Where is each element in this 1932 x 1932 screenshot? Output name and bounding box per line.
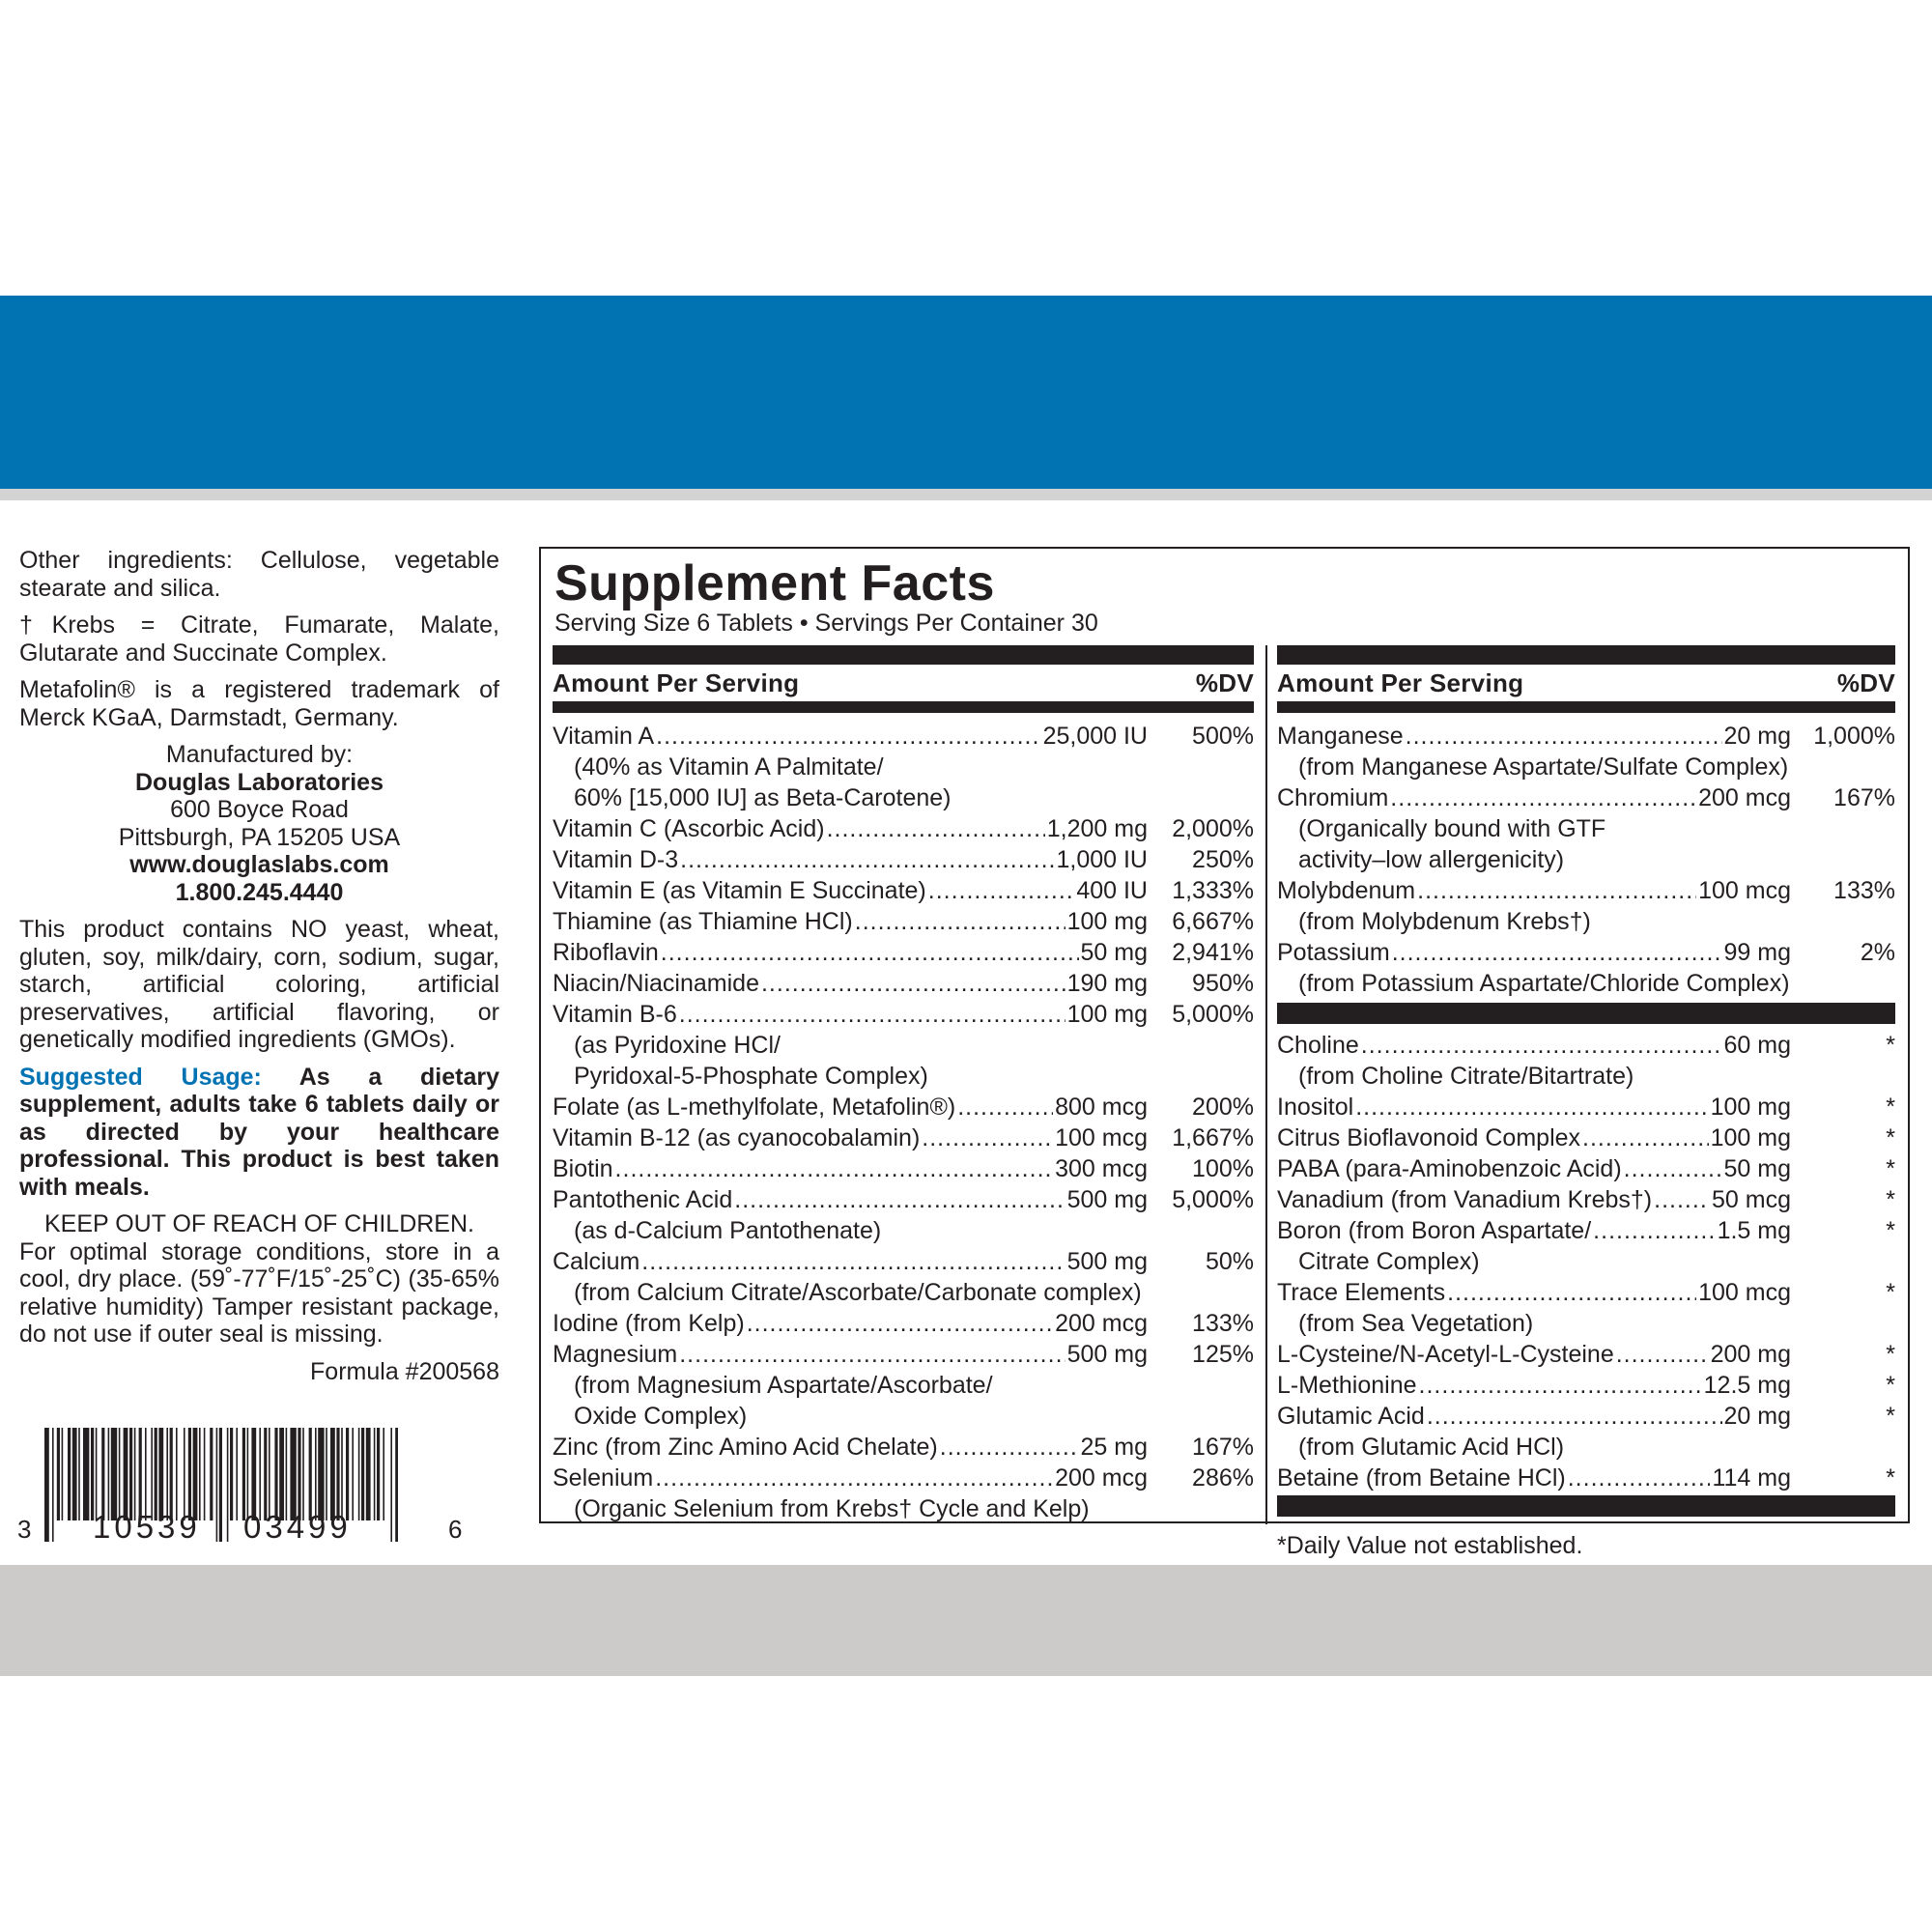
barcode-bar <box>155 1428 157 1520</box>
barcode-bar <box>176 1428 178 1520</box>
barcode-bar <box>91 1428 94 1520</box>
light-divider-band <box>0 489 1932 500</box>
leader-dots <box>1355 1092 1708 1122</box>
barcode-bar <box>336 1428 339 1520</box>
leader-dots <box>747 1308 1053 1339</box>
nutrient-amount: 100 mg <box>1066 908 1148 935</box>
leader-dots <box>1616 1339 1709 1370</box>
krebs-note: †Krebs = Citrate, Fumarate, Malate, Glutarate and Succinate Complex. <box>19 611 499 667</box>
nutrient-name: Niacin/Niacinamide <box>553 970 759 997</box>
leader-dots <box>1624 1153 1722 1184</box>
header-bar-bottom <box>1277 701 1895 713</box>
barcode-bar <box>374 1428 376 1520</box>
nutrient-source: (from Glutamic Acid HCl) <box>1298 1434 1565 1461</box>
grey-footer-band <box>0 1565 1932 1676</box>
usage-label: Suggested Usage: <box>19 1063 262 1091</box>
nutrient-dv: 1,333% <box>1172 877 1254 904</box>
nutrient-row <box>553 1246 1254 1277</box>
header-bar-top <box>1277 645 1895 665</box>
leader-dots <box>1361 1030 1722 1061</box>
nutrient-row <box>1277 782 1895 813</box>
leader-dots <box>1417 875 1696 906</box>
section-separator-bottom <box>1277 1495 1895 1517</box>
leader-dots <box>1654 1184 1710 1215</box>
barcode-right-digits: 03499 <box>243 1509 352 1545</box>
nutrient-dv: 1,667% <box>1172 1124 1254 1151</box>
manufacturer-name: Douglas Laboratories <box>135 768 384 796</box>
nutrient-amount: 1,200 mg <box>1046 815 1148 842</box>
nutrient-row <box>1277 1184 1895 1215</box>
nutrient-name: Potassium <box>1277 939 1390 966</box>
nutrient-dv: 5,000% <box>1172 1001 1254 1028</box>
header-amount: Amount Per Serving <box>553 668 800 697</box>
nutrient-name: PABA (para-Aminobenzoic Acid) <box>1277 1155 1622 1182</box>
nutrient-name: Vitamin B-6 <box>553 1001 677 1028</box>
nutrient-amount: 50 mg <box>1080 939 1148 966</box>
nutrient-dv: * <box>1886 1372 1895 1399</box>
nutrient-source: 60% [15,000 IU] as Beta-Carotene) <box>574 784 952 811</box>
nutrient-source: (Organic Selenium from Krebs† Cycle and Kelp) <box>574 1495 1090 1522</box>
nutrient-dv: 167% <box>1192 1434 1254 1461</box>
nutrient-dv: 500% <box>1192 723 1254 750</box>
nutrient-row <box>553 875 1254 906</box>
barcode-bar <box>264 1428 267 1520</box>
nutrient-name: Manganese <box>1277 723 1404 750</box>
nutrient-source: (from Potassium Aspartate/Chloride Complex) <box>1298 970 1790 997</box>
other-ingredients: Other ingredients: Cellulose, vegetable stearate and silica. <box>19 547 499 602</box>
nutrient-name: Vitamin B-12 (as cyanocobalamin) <box>553 1124 921 1151</box>
nutrient-source: (from Magnesium Aspartate/Ascorbate/ <box>574 1372 993 1399</box>
nutrient-name: Choline <box>1277 1032 1359 1059</box>
barcode-bar <box>330 1428 335 1520</box>
leader-dots <box>661 937 1079 968</box>
barcode-bar <box>68 1428 71 1520</box>
nutrient-name: Thiamine (as Thiamine HCl) <box>553 908 853 935</box>
nutrient-dv: * <box>1886 1186 1895 1213</box>
leader-dots <box>679 999 1065 1030</box>
barcode-bar <box>52 1428 54 1542</box>
nutrient-name: Chromium <box>1277 784 1389 811</box>
allergen-statement: This product contains NO yeast, wheat, gluten, soy, milk/dairy, corn, sodium, sugar, starch, artificial coloring, artificial preservatives, artificial flavoring, or genetically modified ingredients (GMOs). <box>19 916 499 1053</box>
barcode-bar <box>170 1428 173 1520</box>
leader-dots <box>615 1153 1054 1184</box>
nutrient-row <box>553 844 1254 875</box>
nutrient-amount: 400 IU <box>1076 877 1148 904</box>
leader-dots <box>761 968 1065 999</box>
nutrient-row <box>1277 1370 1895 1401</box>
nutrient-row <box>553 813 1254 844</box>
nutrient-row <box>553 937 1254 968</box>
barcode-bar <box>279 1428 284 1520</box>
nutrient-list-left <box>553 713 1254 1524</box>
nutrient-dv: * <box>1886 1094 1895 1121</box>
barcode-bar <box>390 1428 392 1542</box>
nutrient-amount: 800 mcg <box>1055 1094 1148 1121</box>
barcode-bar <box>251 1428 256 1520</box>
nutrient-row <box>553 906 1254 937</box>
leader-dots <box>1447 1277 1696 1308</box>
barcode-bar <box>204 1428 206 1520</box>
barcode-bar <box>341 1428 343 1520</box>
nutrient-source: activity–low allergenicity) <box>1298 846 1565 873</box>
nutrient-row <box>553 721 1254 752</box>
nutrient-row <box>553 1153 1254 1184</box>
nutrient-row <box>553 1432 1254 1463</box>
nutrient-dv: * <box>1886 1341 1895 1368</box>
nutrient-dv: 5,000% <box>1172 1186 1254 1213</box>
nutrient-dv: 2% <box>1860 939 1895 966</box>
nutrient-amount: 200 mcg <box>1055 1310 1148 1337</box>
serving-info: Serving Size 6 Tablets • Servings Per Container 30 <box>554 610 1098 637</box>
nutrient-amount: 25 mg <box>1080 1434 1148 1461</box>
barcode-bar <box>96 1428 98 1520</box>
barcode-bar <box>139 1428 142 1520</box>
nutrient-dv: * <box>1886 1124 1895 1151</box>
nutrient-source: (as d-Calcium Pantothenate) <box>574 1217 882 1244</box>
nutrient-dv: 200% <box>1192 1094 1254 1121</box>
nutrient-row <box>1277 1277 1895 1308</box>
nutrient-name: Glutamic Acid <box>1277 1403 1425 1430</box>
leader-dots <box>1390 782 1696 813</box>
nutrient-row <box>1277 1401 1895 1432</box>
nutrient-source: Pyridoxal-5-Phosphate Complex) <box>574 1063 928 1090</box>
barcode-bar <box>366 1428 371 1520</box>
nutrient-row <box>553 1339 1254 1370</box>
barcode-bar <box>383 1428 384 1520</box>
barcode-bar <box>259 1428 261 1520</box>
barcode-bar <box>145 1428 147 1520</box>
nutrient-name: Vitamin C (Ascorbic Acid) <box>553 815 825 842</box>
barcode-bar <box>199 1428 201 1520</box>
barcode-bar <box>286 1428 288 1520</box>
barcode-bar <box>72 1428 77 1520</box>
leader-dots <box>641 1246 1065 1277</box>
barcode-bar <box>184 1428 185 1520</box>
header-bar-top <box>553 645 1254 665</box>
nutrient-dv: 2,000% <box>1172 815 1254 842</box>
nutrient-dv: * <box>1886 1403 1895 1430</box>
suggested-usage <box>19 1064 499 1202</box>
barcode-bar <box>193 1428 198 1520</box>
nutrient-amount: 100 mcg <box>1698 1279 1791 1306</box>
nutrient-row <box>1277 1030 1895 1061</box>
nutrient-row <box>1277 1463 1895 1493</box>
leader-dots <box>940 1432 1079 1463</box>
leader-dots <box>827 813 1045 844</box>
nutrient-row <box>1277 875 1895 906</box>
nutrient-name: Trace Elements <box>1277 1279 1446 1306</box>
nutrient-dv: * <box>1886 1155 1895 1182</box>
nutrient-name: Magnesium <box>553 1341 678 1368</box>
nutrient-list-right-a <box>1277 713 1895 999</box>
leader-dots <box>957 1092 1053 1122</box>
leader-dots <box>1593 1215 1715 1246</box>
manufacturer-phone: 1.800.245.4440 <box>175 878 344 906</box>
nutrient-row <box>1277 937 1895 968</box>
usage-text: As a dietary supplement, adults take 6 tablets daily or as directed by your healthcare professional. This product is best taken with meals. <box>19 1063 499 1201</box>
nutrient-name: Citrus Bioflavonoid Complex <box>1277 1124 1581 1151</box>
barcode-bar <box>227 1428 229 1542</box>
table-header <box>553 665 1254 701</box>
trademark-note: Metafolin® is a registered trademark of Merck KGaA, Darmstadt, Germany. <box>19 676 499 731</box>
nutrient-amount: 20 mg <box>1723 1403 1791 1430</box>
nutrient-dv: 50% <box>1205 1248 1254 1275</box>
nutrient-name: Vitamin E (as Vitamin E Succinate) <box>553 877 926 904</box>
nutrient-amount: 50 mg <box>1723 1155 1791 1182</box>
nutrient-amount: 100 mg <box>1066 1001 1148 1028</box>
nutrient-row <box>1277 1339 1895 1370</box>
nutrient-dv: 125% <box>1192 1341 1254 1368</box>
barcode-bar <box>83 1428 89 1520</box>
barcode-bar <box>210 1428 213 1520</box>
nutrient-name: Vanadium (from Vanadium Krebs†) <box>1277 1186 1653 1213</box>
barcode-bar <box>358 1428 360 1520</box>
nutrient-source: Oxide Complex) <box>574 1403 748 1430</box>
barcode-left-digits: 10539 <box>93 1509 201 1545</box>
nutrient-row <box>553 1463 1254 1493</box>
barcode-bar <box>242 1428 245 1520</box>
panel-title: Supplement Facts <box>554 555 995 611</box>
nutrient-name: Vitamin D-3 <box>553 846 679 873</box>
nutrient-name: Selenium <box>553 1464 654 1492</box>
nutrient-name: Betaine (from Betaine HCl) <box>1277 1464 1566 1492</box>
barcode-lead-digit: 3 <box>17 1515 32 1544</box>
nutrient-dv: * <box>1886 1464 1895 1492</box>
leader-dots <box>656 721 1040 752</box>
nutrient-row <box>1277 1122 1895 1153</box>
nutrient-amount: 200 mcg <box>1698 784 1791 811</box>
nutrient-row <box>553 999 1254 1030</box>
barcode-bar <box>318 1428 324 1520</box>
barcode-bar <box>236 1428 238 1520</box>
nutrient-source: (from Choline Citrate/Bitartrate) <box>1298 1063 1634 1090</box>
nutrient-row <box>553 968 1254 999</box>
nutrient-amount: 100 mcg <box>1698 877 1791 904</box>
nutrient-row <box>553 1308 1254 1339</box>
barcode-bar <box>166 1428 168 1520</box>
nutrient-dv: 1,000% <box>1813 723 1895 750</box>
barcode-bar <box>315 1428 317 1520</box>
barcode-bar <box>352 1428 354 1520</box>
footnote: *Daily Value not established. <box>1277 1532 1583 1559</box>
barcode-bar <box>188 1428 191 1520</box>
leader-dots <box>928 875 1075 906</box>
manufacturer-street: 600 Boyce Road <box>170 796 349 823</box>
header-dv: %DV <box>1836 668 1895 697</box>
barcode-check-digit: 6 <box>448 1515 463 1544</box>
nutrient-amount: 20 mg <box>1723 723 1791 750</box>
barcode-bar <box>119 1428 121 1520</box>
nutrient-name: Pantothenic Acid <box>553 1186 733 1213</box>
nutrient-dv: 250% <box>1192 846 1254 873</box>
nutrient-amount: 100 mcg <box>1055 1124 1148 1151</box>
nutrient-dv: 950% <box>1192 970 1254 997</box>
nutrient-amount: 25,000 IU <box>1042 723 1148 750</box>
nutrient-row <box>1277 721 1895 752</box>
barcode-bar <box>129 1428 132 1520</box>
leader-dots <box>680 844 1054 875</box>
nutrient-name: Biotin <box>553 1155 613 1182</box>
nutrient-amount: 200 mcg <box>1055 1464 1148 1492</box>
nutrient-amount: 500 mg <box>1066 1186 1148 1213</box>
nutrient-amount: 500 mg <box>1066 1248 1148 1275</box>
nutrient-source: (from Calcium Citrate/Ascorbate/Carbonate complex) <box>574 1279 1142 1306</box>
header-bar-bottom <box>553 701 1254 713</box>
nutrient-name: Iodine (from Kelp) <box>553 1310 745 1337</box>
nutrient-dv: 133% <box>1192 1310 1254 1337</box>
leader-dots <box>1568 1463 1711 1493</box>
nutrient-row <box>1277 1215 1895 1246</box>
barcode-bar <box>298 1428 300 1520</box>
barcode-bar <box>57 1428 60 1520</box>
nutrient-amount: 100 mg <box>1710 1124 1791 1151</box>
nutrient-name: Molybdenum <box>1277 877 1416 904</box>
nutrient-source: (Organically bound with GTF <box>1298 815 1606 842</box>
nutrient-row <box>553 1092 1254 1122</box>
nutrient-amount: 190 mg <box>1066 970 1148 997</box>
column-divider <box>1265 645 1267 1524</box>
barcode-bar <box>78 1428 80 1520</box>
nutrient-row <box>553 1122 1254 1153</box>
nutrient-dv: * <box>1886 1217 1895 1244</box>
nutrient-source: (from Manganese Aspartate/Sulfate Complex) <box>1298 753 1789 781</box>
barcode-bar <box>326 1428 327 1520</box>
header-amount: Amount Per Serving <box>1277 668 1524 697</box>
header-dv: %DV <box>1195 668 1254 697</box>
nutrient-row <box>553 1184 1254 1215</box>
facts-right-column <box>1277 645 1895 1560</box>
nutrient-amount: 99 mg <box>1723 939 1791 966</box>
barcode-bar <box>377 1428 380 1520</box>
nutrient-list-right-b <box>1277 1030 1895 1493</box>
barcode-bar <box>124 1428 128 1520</box>
section-separator <box>1277 1003 1895 1024</box>
nutrient-dv: 2,941% <box>1172 939 1254 966</box>
nutrient-source: (40% as Vitamin A Palmitate/ <box>574 753 884 781</box>
leader-dots <box>679 1339 1065 1370</box>
barcode-bar <box>108 1428 110 1520</box>
barcode-bar <box>44 1428 49 1542</box>
barcode-bar <box>274 1428 277 1520</box>
nutrient-dv: 6,667% <box>1172 908 1254 935</box>
barcode-bar <box>62 1428 64 1520</box>
barcode-bar <box>290 1428 296 1520</box>
nutrient-source: (from Sea Vegetation) <box>1298 1310 1534 1337</box>
leader-dots <box>734 1184 1065 1215</box>
nutrient-amount: 500 mg <box>1066 1341 1148 1368</box>
nutrient-name: Zinc (from Zinc Amino Acid Chelate) <box>553 1434 938 1461</box>
blue-header-band <box>0 296 1932 489</box>
nutrient-name: L-Methionine <box>1277 1372 1417 1399</box>
formula-number: Formula #200568 <box>310 1357 499 1385</box>
facts-left-column <box>553 645 1254 1524</box>
nutrient-amount: 1,000 IU <box>1056 846 1148 873</box>
supplement-facts-panel <box>539 547 1910 1559</box>
leader-dots <box>1392 937 1722 968</box>
leader-dots <box>1406 721 1722 752</box>
barcode-bar <box>346 1428 349 1520</box>
nutrient-amount: 200 mg <box>1710 1341 1791 1368</box>
barcode-bar <box>395 1428 398 1542</box>
nutrient-name: Inositol <box>1277 1094 1354 1121</box>
barcode-bar <box>309 1428 312 1520</box>
barcode-bar <box>269 1428 270 1520</box>
nutrient-name: Boron (from Boron Aspartate/ <box>1277 1217 1592 1244</box>
keep-out-warning: KEEP OUT OF REACH OF CHILDREN. <box>44 1210 474 1237</box>
nutrient-source: (from Molybdenum Krebs†) <box>1298 908 1591 935</box>
barcode-bar <box>151 1428 153 1520</box>
nutrient-name: Vitamin A <box>553 723 655 750</box>
leader-dots <box>855 906 1065 937</box>
leader-dots <box>1582 1122 1709 1153</box>
nutrient-amount: 60 mg <box>1723 1032 1791 1059</box>
barcode-bar <box>216 1428 218 1542</box>
barcode-bar <box>247 1428 249 1520</box>
nutrient-dv: 167% <box>1833 784 1895 811</box>
leader-dots <box>922 1122 1053 1153</box>
nutrient-source: Citrate Complex) <box>1298 1248 1480 1275</box>
nutrient-dv: * <box>1886 1279 1895 1306</box>
nutrient-amount: 300 mcg <box>1055 1155 1148 1182</box>
nutrient-name: L-Cysteine/N-Acetyl-L-Cysteine <box>1277 1341 1614 1368</box>
barcode-bar <box>230 1428 233 1520</box>
nutrient-name: Folate (as L-methylfolate, Metafolin®) <box>553 1094 956 1121</box>
nutrient-name: Riboflavin <box>553 939 659 966</box>
manufacturer-city: Pittsburgh, PA 15205 USA <box>118 823 401 851</box>
table-header <box>1277 665 1895 701</box>
manufacturer-label: Manufactured by: <box>165 741 354 768</box>
leader-dots <box>1427 1401 1722 1432</box>
storage-instructions: For optimal storage conditions, store in a cool, dry place. (59˚-77˚F/15˚-25˚C) (35-65% relative humidity) Tamper resistant package, do not use if outer seal is missing. <box>19 1237 499 1348</box>
nutrient-name: Calcium <box>553 1248 640 1275</box>
nutrient-amount: 1.5 mg <box>1717 1217 1791 1244</box>
label-side-panel <box>19 547 499 1385</box>
nutrient-row <box>1277 1092 1895 1122</box>
nutrient-amount: 100 mg <box>1710 1094 1791 1121</box>
barcode-bar <box>111 1428 117 1520</box>
nutrient-dv: * <box>1886 1032 1895 1059</box>
barcode-bar <box>219 1428 222 1542</box>
nutrient-dv: 133% <box>1833 877 1895 904</box>
nutrient-dv: 100% <box>1192 1155 1254 1182</box>
nutrient-amount: 50 mcg <box>1712 1186 1791 1213</box>
nutrient-amount: 114 mg <box>1712 1464 1791 1492</box>
nutrient-dv: 286% <box>1192 1464 1254 1492</box>
nutrient-amount: 12.5 mg <box>1703 1372 1791 1399</box>
barcode-bar <box>101 1428 104 1520</box>
nutrient-source: (as Pyridoxine HCl/ <box>574 1032 781 1059</box>
leader-dots <box>655 1463 1053 1493</box>
nutrient-row <box>1277 1153 1895 1184</box>
barcode-bar <box>134 1428 136 1520</box>
barcode-bar <box>158 1428 163 1520</box>
barcode-bar <box>361 1428 364 1520</box>
leader-dots <box>1419 1370 1702 1401</box>
barcode-bar <box>302 1428 304 1520</box>
manufacturer-website: www.douglaslabs.com <box>129 851 389 878</box>
